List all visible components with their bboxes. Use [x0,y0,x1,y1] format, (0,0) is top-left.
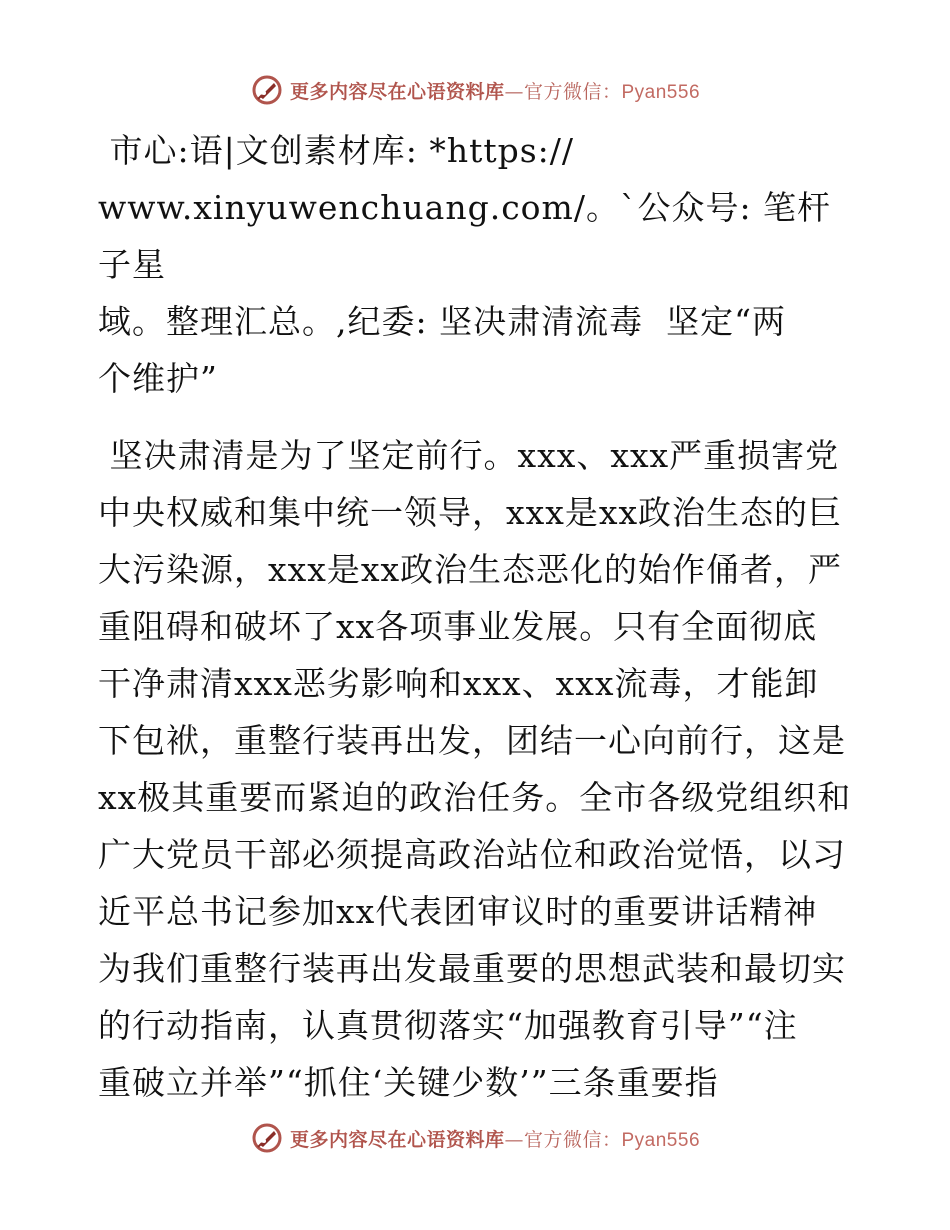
footer-banner-text [290,1125,700,1152]
header-wechat-label: 官方微信： [523,80,622,103]
paragraph-body: 坚决肃清是为了坚定前行。xxx、xxx严重损害党 中央权威和集中统一领导，xxx是xx政治生态的巨 大污染源，xxx是xx政治生态恶化的始作俑者，严 重阻碍和破坏了xx各项事业发展。只有全面彻底 干净肃清xxx恶劣影响和xxx、xxx流毒，才能卸 下包袱，重整行装再出发，团结一心向前行，这是 xx极其重要而紧迫的政治任务。全市各级党组织和 广大党员干部必须提高政治站位和政治觉悟，以习 近平总书记参加xx代表团审议时的重要讲话精神 为我们重整行装再出发最重要的思想武装和最切实 的行动指南，认真贯彻落实“加强教育引导”“注 重破立并举”“抓住‘关键少数’”三条重要指 [98,436,852,1102]
footer-wechat-label: 官方微信： [523,1128,622,1151]
header-wechat-id: Pyan556 [621,81,701,103]
footer-wechat-id: Pyan556 [621,1129,701,1151]
paragraph-heading: 市心:语|文创素材库: *https:// www.xinyuwenchuang.com/。`公众号: 笔杆子星 域。整理汇总。,纪委: 坚决肃清流毒 坚定“两 个维护” [98,131,832,398]
footer-site-name: 更多内容尽在心语资料库 [289,1128,505,1151]
header-dash: — [504,80,524,103]
header-banner-text [290,77,700,104]
document-body [98,122,858,1111]
quill-seal-icon [250,1121,284,1155]
header-watermark-banner [0,68,950,112]
footer-dash: — [504,1128,524,1151]
footer-watermark-banner [0,1116,950,1160]
header-site-name: 更多内容尽在心语资料库 [289,80,505,103]
quill-seal-icon [250,73,284,107]
